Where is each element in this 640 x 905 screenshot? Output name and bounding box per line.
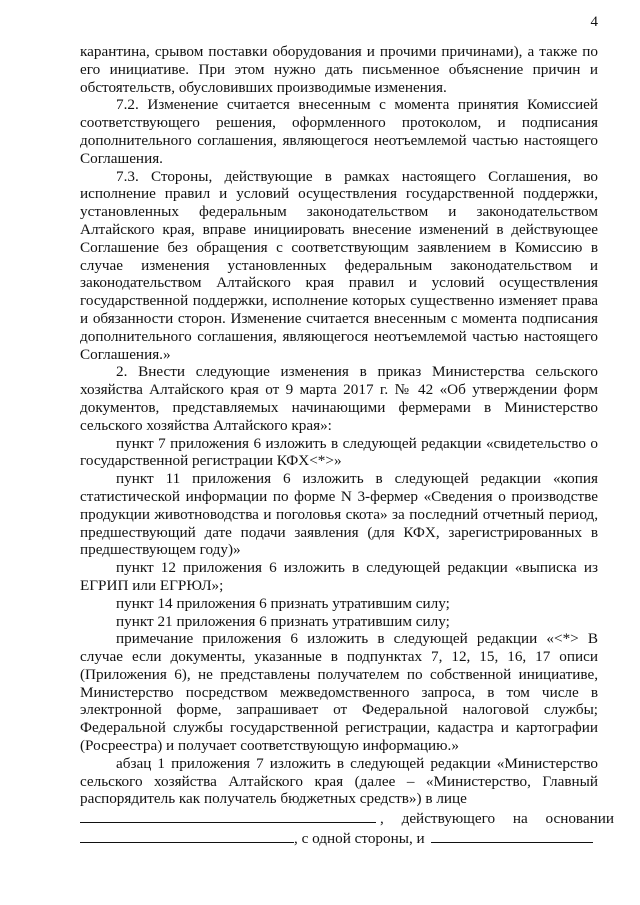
- paragraph-point-21: пункт 21 приложения 6 признать утратившим силу;: [116, 612, 450, 630]
- paragraph-point-14: пункт 14 приложения 6 признать утратившим силу;: [116, 594, 450, 612]
- fill-in-blank[interactable]: [80, 828, 294, 843]
- page-number: 4: [590, 14, 598, 30]
- paragraph-quarantine: карантина, срывом поставки оборудования и прочими причинами), а также по его инициативе. При этом нужно дать письменное объяснение причин и обстоятельств, обусловивших производимые изменения.: [80, 43, 598, 96]
- paragraph-note: примечание приложения 6 изложить в следующей редакции «<*> В случае если документы, указанные в подпунктах 7, 12, 15, 16, 17 описи (Приложения 6), не представлены получателем по собственной инициативе, Министерство посредством межведомственного запроса, в том числе в электронной форме, запрашивает от Федеральной налоговой службы; Федеральной службы государственной регистрации, кадастра и картографии (Росреестра) и получает соответствующую информацию.»: [80, 630, 598, 755]
- paragraph-item-2: 2. Внести следующие изменения в приказ Министерства сельского хозяйства Алтайского края от 9 марта 2017 г. № 42 «Об утверждении форм документов, представляемых начинающими фермерами в Министерство сельского хозяйства Алтайского края»:: [80, 363, 598, 434]
- blank-line-1-text: , действующего на основании: [380, 810, 615, 828]
- document-body: [80, 43, 615, 848]
- blank-line-2-text: , с одной стороны, и: [294, 830, 425, 848]
- paragraph-point-11: пункт 11 приложения 6 изложить в следующей редакции «копия статистической информации по форме N 3-фермер «Сведения о производстве продукции животноводства и поголовья скота» за последний отчетный период, предшествующий дате подачи заявления (для КФХ, зарегистрированных в предшествующем году)»: [80, 470, 598, 559]
- paragraph-point-12: пункт 12 приложения 6 изложить в следующей редакции «выписка из ЕГРИП или ЕГРЮЛ»;: [80, 559, 598, 594]
- blank-line-2: [80, 828, 598, 848]
- fill-in-blank[interactable]: [431, 828, 593, 843]
- paragraph-7-2: 7.2. Изменение считается внесенным с момента принятия Комиссией соответствующего решения, оформленного протоколом, и подписания дополнительного соглашения, являющегося неотъемлемой частью настоящего Соглашения.: [80, 96, 598, 167]
- blank-line-1: [80, 808, 615, 828]
- paragraph-appendix-7: абзац 1 приложения 7 изложить в следующей редакции «Министерство сельского хозяйства Алтайского края (далее – «Министерство, Главный распорядитель как получатель бюджетных средств») в лице: [80, 754, 598, 808]
- paragraph-7-3: 7.3. Стороны, действующие в рамках настоящего Соглашения, во исполнение правил и условий осуществления государственной поддержки, установленных федеральным законодательством и законодательством Алтайского края, вправе инициировать внесение изменений в действующее Соглашение без обращения с соответствующим заявлением в Комиссию в случае изменения установленных федеральным законодательством и законодательством Алтайского края правил и условий осуществления государственной поддержки, исполнение которых существенно изменяет права и обязанности сторон. Изменение считается внесенным с момента подписания дополнительного соглашения, являющегося неотъемлемой частью настоящего Соглашения.»: [80, 167, 598, 363]
- fill-in-blank[interactable]: [80, 808, 376, 823]
- paragraph-point-7: пункт 7 приложения 6 изложить в следующей редакции «свидетельство о государственной регистрации КФХ<*>»: [80, 434, 598, 470]
